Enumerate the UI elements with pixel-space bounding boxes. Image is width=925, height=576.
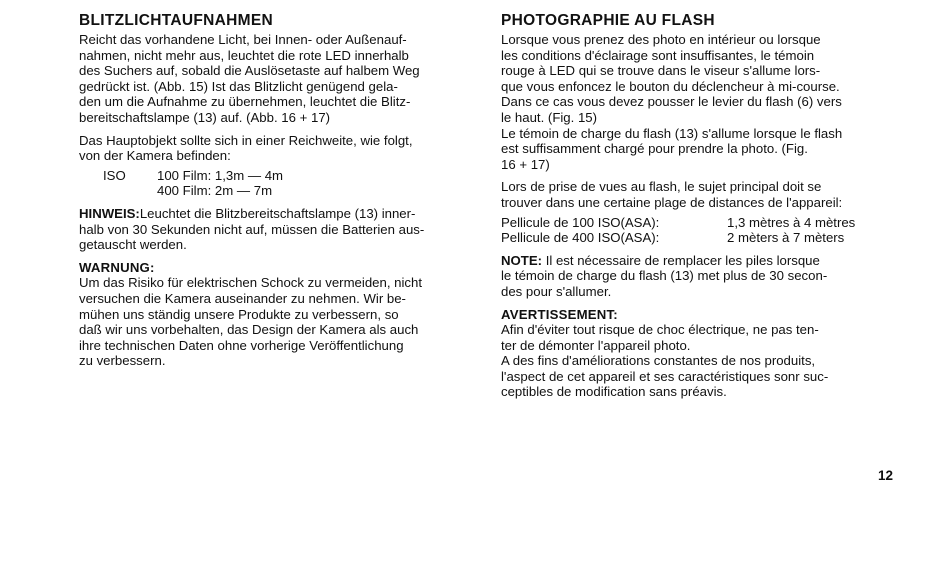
french-range-intro: Lors de prise de vues au flash, le sujet principal doit se trouver dans une certaine plage de distances de l'appareil: xyxy=(501,179,843,210)
french-warning-title: AVERTISSEMENT: xyxy=(501,306,618,322)
french-dist-400: 2 mèters à 7 mèters xyxy=(727,230,845,246)
french-title: PHOTOGRAPHIE AU FLASH xyxy=(501,12,715,29)
french-warning-text: Afin d'éviter tout risque de choc électrique, ne pas ten- ter de démonter l'appareil photo. A des fins d'améliorations constantes de nos produits, l'aspect de cet appareil et ses caractéristiques sonr suc- ceptibles de modification sans préavis. xyxy=(501,322,829,400)
french-column xyxy=(501,12,899,400)
film-400-range: 400 Film: 2m — 7m xyxy=(157,183,273,199)
german-flash-range-table xyxy=(103,168,283,199)
page-number: 12 xyxy=(877,468,893,483)
french-flash-range-table xyxy=(501,215,855,246)
german-note xyxy=(79,206,479,253)
iso-label: ISO xyxy=(103,167,126,183)
french-intro-paragraph: Lorsque vous prenez des photo en intérieur ou lorsque les conditions d'éclairage sont insuffisantes, le témoin rouge à LED qui se trouve dans le viseur s'allume lors- que vous enfoncez le bouton du déclencheur à mi-course. Dans ce cas vous devez pousser le levier du flash (6) vers le haut. (Fig. 15) Le témoin de charge du flash (13) s'allume lorsque le flash est suffisamment chargé pour prendre la photo. (Fig. 16 + 17) xyxy=(501,32,843,172)
french-note-text: Il est nécessaire de remplacer les piles lorsque le témoin de charge du flash (13) met plus de 30 secon- des pour s'allumer. xyxy=(501,252,828,299)
french-range-row xyxy=(501,230,855,246)
german-column xyxy=(79,12,479,369)
french-film-100: Pellicule de 100 ISO(ASA): xyxy=(501,214,660,230)
french-note-label: NOTE: xyxy=(501,252,543,268)
french-note xyxy=(501,253,899,300)
german-warning-text: Um das Risiko für elektrischen Schock zu vermeiden, nicht versuchen die Kamera auseinander zu nehmen. Wir be- mühen uns ständig unsere Produkte zu verbessern, so daß wir uns vorbehalten, das Design der Kamera als auch ihre technischen Daten ohne vorherige Veröffentlichung zu verbessern. xyxy=(79,275,423,369)
french-film-400: Pellicule de 400 ISO(ASA): xyxy=(501,230,660,246)
german-note-label: HINWEIS: xyxy=(79,205,140,221)
german-title: BLITZLICHTAUFNAHMEN xyxy=(79,12,273,29)
german-intro-paragraph: Reicht das vorhandene Licht, bei Innen- oder Außenauf- nahmen, nicht mehr aus, leuchtet die rote LED innerhalb des Suchers auf, sobald die Auslösetaste auf halbem Weg gedrückt ist. (Abb. 15) Ist das Blitzlicht genügend gela- den um die Aufnahme zu übernehmen, leuchtet die Blitz- bereitschaftslampe (13) auf. (Abb. 16 + 17) xyxy=(79,32,420,125)
french-dist-100: 1,3 mètres à 4 mètres xyxy=(727,214,856,230)
german-warning-title: WARNUNG: xyxy=(79,259,155,275)
german-range-intro: Das Hauptobjekt sollte sich in einer Reichweite, wie folgt, von der Kamera befinden: xyxy=(79,132,413,164)
french-range-row xyxy=(501,215,855,231)
film-100-range: 100 Film: 1,3m — 4m xyxy=(157,167,284,183)
german-note-text: Leuchtet die Blitzbereitschaftslampe (13) inner- halb von 30 Sekunden nicht auf, müssen die Batterien aus- getauscht werden. xyxy=(79,205,425,253)
